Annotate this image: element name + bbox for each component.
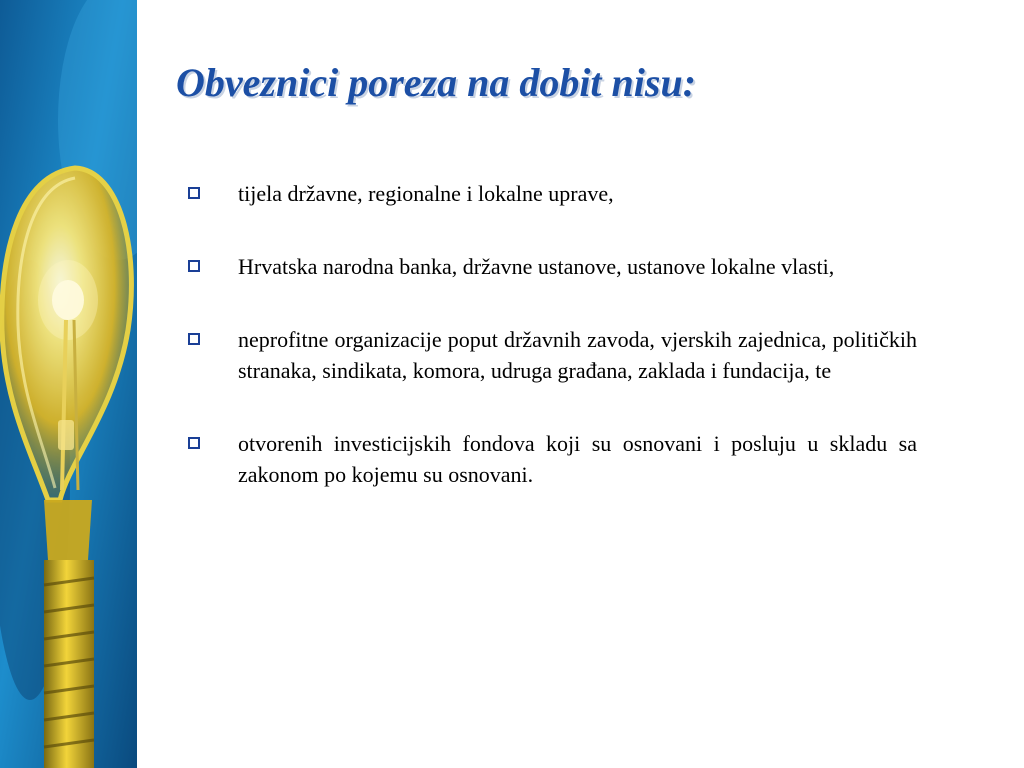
list-item: [185, 428, 917, 490]
light-bulb-illustration: [0, 0, 137, 768]
square-bullet-icon: [188, 187, 200, 199]
list-item-text: otvorenih investicijskih fondova koji su osnovani i posluju u skladu sa zakonom po kojemu su osnovani.: [238, 431, 917, 487]
list-item: [185, 251, 917, 282]
square-bullet-icon: [188, 437, 200, 449]
light-bulb-image: [0, 0, 137, 768]
square-bullet-icon: [188, 333, 200, 345]
list-item-text: neprofitne organizacije poput državnih zavoda, vjerskih zajednica, političkih stranaka, sindikata, komora, udruga građana, zaklada i fundacija, te: [238, 327, 917, 383]
slide-title: Obveznici poreza na dobit nisu:: [176, 60, 697, 105]
list-item: [185, 324, 917, 386]
list-item-text: Hrvatska narodna banka, državne ustanove, ustanove lokalne vlasti,: [238, 254, 835, 279]
bullet-list: [185, 178, 917, 532]
list-item-text: tijela državne, regionalne i lokalne uprave,: [238, 181, 614, 206]
list-item: [185, 178, 917, 209]
square-bullet-icon: [188, 260, 200, 272]
